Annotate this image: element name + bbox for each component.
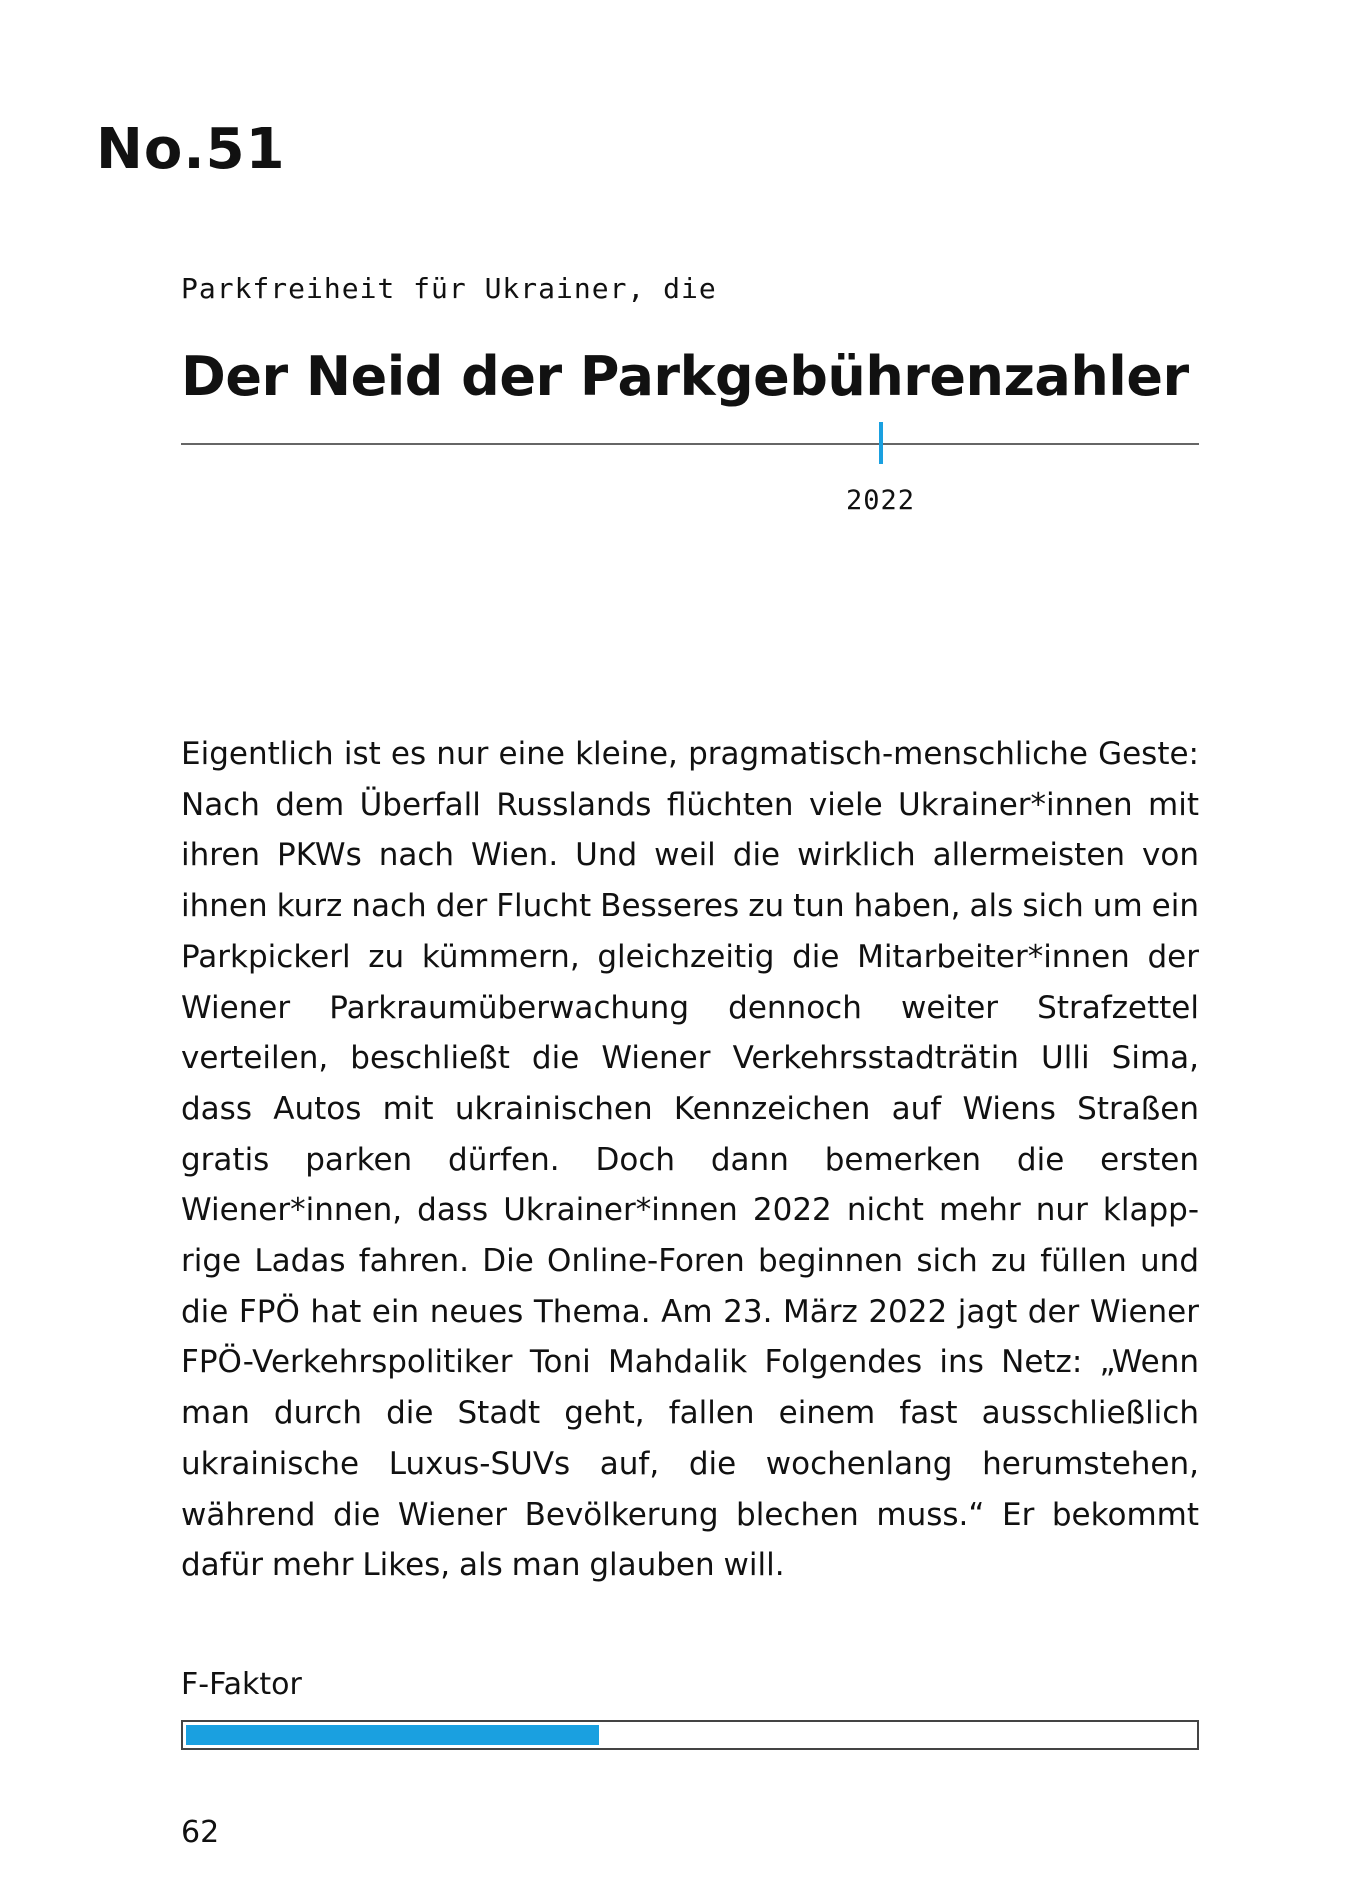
f-faktor-label: F-Faktor	[181, 1667, 302, 1702]
entry-body-text: Eigentlich ist es nur eine kleine, pragmatisch-menschliche Geste: Nach dem Überfall Russlands flüchten viele Ukrainer*innen mit ihren PKWs nach Wien. Und weil die wirklich allermeisten von ihnen kurz nach der Flucht Besseres zu tun haben, als sich um ein Parkpickerl zu kümmern, gleichzeitig die Mitarbeiter*innen der Wiener Parkraumüberwachung dennoch weiter Strafzettel verteilen, beschließt die Wiener Verkehrsstadträtin Ulli Sima, dass Autos mit ukrainischen Kennzeichen auf Wiens Straßen gratis parken dürfen. Doch dann bemerken die ersten Wiener*innen, dass Ukrainer*innen 2022 nicht mehr nur klapprige Ladas fahren. Die Online-Foren beginnen sich zu füllen und die FPÖ hat ein neues Thema. Am 23. März 2022 jagt der Wiener FPÖ-Verkehrspolitiker Toni Mahdalik Folgendes ins Netz: „Wenn man durch die Stadt geht, fallen einem fast ausschließlich ukrainische Luxus-SUVs auf, die wochenlang herumstehen, während die Wiener Bevölkerung blechen muss.“ Er bekommt dafür mehr Likes, als man glauben will.	[181, 736, 1199, 1584]
entry-subtitle: Parkfreiheit für Ukrainer, die	[181, 272, 717, 305]
timeline-rule	[181, 443, 1199, 445]
page-number: 62	[181, 1815, 220, 1850]
timeline-year-marker	[879, 422, 883, 464]
timeline-year-label: 2022	[846, 485, 916, 516]
entry-headline: Der Neid der Parkgebührenzahler	[181, 345, 1189, 408]
f-faktor-bar	[181, 1720, 1199, 1750]
entry-number: No.51	[96, 117, 286, 182]
f-faktor-bar-fill	[186, 1725, 599, 1745]
